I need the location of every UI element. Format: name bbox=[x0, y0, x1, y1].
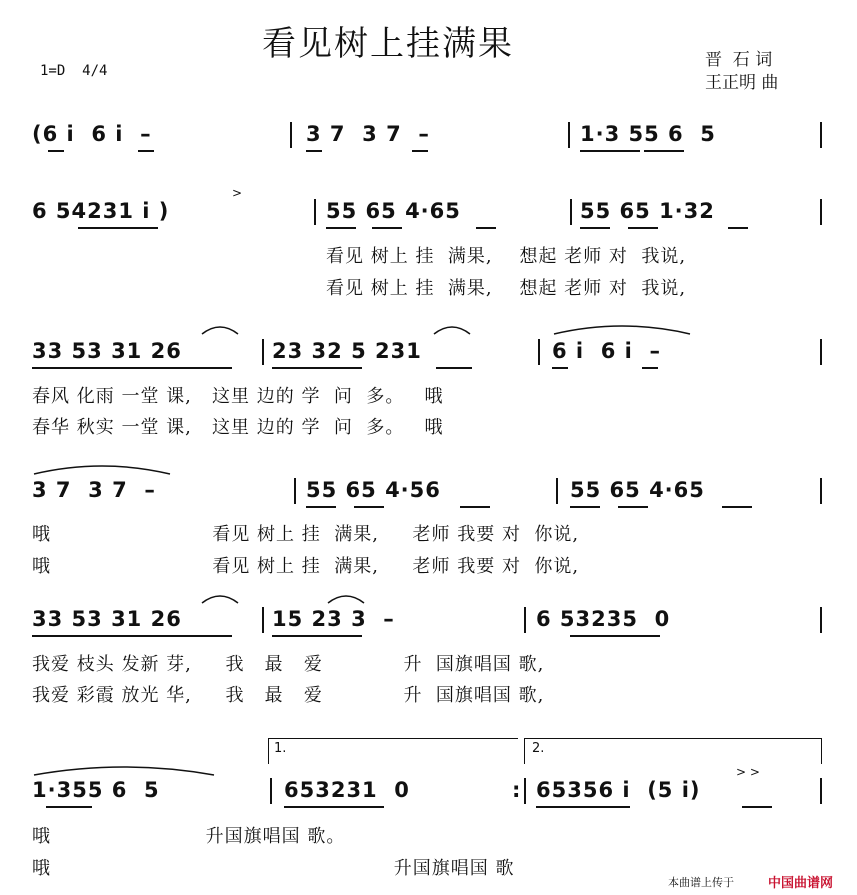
lyric-verse-1: 我爱 枝头 发新 芽, 我 最 爱 升 国旗唱国 歌, bbox=[32, 654, 545, 675]
key-signature: 1=D 4/4 bbox=[40, 63, 108, 79]
measure: 15 23 3 – bbox=[272, 607, 395, 631]
lyric-verse-2: 哦 看见 树上 挂 满果, 老师 我要 对 你说, bbox=[32, 556, 580, 577]
underline bbox=[138, 150, 154, 152]
underline bbox=[32, 367, 232, 369]
barline bbox=[270, 778, 272, 804]
lyric-verse-2: 我爱 彩霞 放光 华, 我 最 爱 升 国旗唱国 歌, bbox=[32, 685, 545, 706]
lyric-verse-2: 看见 树上 挂 满果, 想起 老师 对 我说, bbox=[326, 278, 687, 299]
slur bbox=[326, 591, 366, 605]
barline bbox=[820, 478, 822, 504]
lyric-verse-2: 哦 升国旗唱国 歌 bbox=[32, 858, 515, 879]
underline bbox=[412, 150, 428, 152]
underline bbox=[46, 806, 92, 808]
underline bbox=[272, 635, 362, 637]
site-logo[interactable]: 中国曲谱网 bbox=[768, 876, 834, 891]
underline bbox=[476, 227, 496, 229]
repeat-sign: : bbox=[512, 778, 522, 802]
volta-second-label: 2. bbox=[532, 741, 545, 756]
underline bbox=[580, 227, 610, 229]
barline bbox=[262, 339, 264, 365]
underline bbox=[436, 367, 472, 369]
measure: 23 32 5 231 bbox=[272, 339, 422, 363]
barline bbox=[556, 478, 558, 504]
measure: 6 54231 i ) bbox=[32, 199, 170, 223]
upload-note: 本曲谱上传于 bbox=[668, 876, 734, 889]
lyric-verse-1: 哦 看见 树上 挂 满果, 老师 我要 对 你说, bbox=[32, 524, 580, 545]
measure: 653231 0 bbox=[284, 778, 410, 802]
barline bbox=[568, 122, 570, 148]
underline bbox=[642, 367, 658, 369]
underline bbox=[326, 227, 356, 229]
underline bbox=[306, 506, 336, 508]
measure: 55 65 1·32 bbox=[580, 199, 715, 223]
barline bbox=[294, 478, 296, 504]
accent-mark: > bbox=[232, 186, 243, 200]
underline bbox=[628, 227, 658, 229]
underline bbox=[644, 150, 684, 152]
underline bbox=[722, 506, 752, 508]
measure: 65356 i (5 i) bbox=[536, 778, 701, 802]
measure: 3 7 3 7 – bbox=[306, 122, 430, 146]
measure: 1·355 6 5 bbox=[32, 778, 160, 802]
barline bbox=[820, 122, 822, 148]
barline bbox=[524, 607, 526, 633]
measure: 6 53235 0 bbox=[536, 607, 671, 631]
underline bbox=[272, 367, 362, 369]
composer-credit: 王正明 曲 bbox=[705, 73, 779, 93]
underline bbox=[460, 506, 490, 508]
barline bbox=[290, 122, 292, 148]
underline bbox=[570, 635, 660, 637]
measure: 3 7 3 7 – bbox=[32, 478, 156, 502]
barline bbox=[524, 778, 526, 804]
underline bbox=[354, 506, 384, 508]
underline bbox=[618, 506, 648, 508]
measure: 55 65 4·65 bbox=[326, 199, 461, 223]
barline bbox=[820, 607, 822, 633]
slur bbox=[200, 322, 240, 336]
tie bbox=[552, 322, 692, 336]
lyric-verse-2: 春华 秋实 一堂 课, 这里 边的 学 问 多。 哦 bbox=[32, 417, 444, 438]
tie bbox=[32, 763, 216, 777]
lyricist-credit: 晋 石 词 bbox=[705, 50, 773, 70]
barline bbox=[314, 199, 316, 225]
underline bbox=[552, 367, 568, 369]
underline bbox=[306, 150, 322, 152]
lyric-verse-1: 春风 化雨 一堂 课, 这里 边的 学 问 多。 哦 bbox=[32, 386, 444, 407]
measure: 33 53 31 26 bbox=[32, 339, 182, 363]
volta-first-label: 1. bbox=[274, 741, 287, 756]
measure: 55 65 4·65 bbox=[570, 478, 705, 502]
barline bbox=[262, 607, 264, 633]
underline bbox=[284, 806, 384, 808]
lyric-verse-1: 看见 树上 挂 满果, 想起 老师 对 我说, bbox=[326, 246, 687, 267]
underline bbox=[78, 227, 158, 229]
underline bbox=[742, 806, 772, 808]
lyric-verse-1: 哦 升国旗唱国 歌。 bbox=[32, 826, 346, 847]
barline bbox=[570, 199, 572, 225]
barline bbox=[820, 339, 822, 365]
slur bbox=[200, 591, 240, 605]
underline bbox=[372, 227, 402, 229]
slur bbox=[432, 322, 472, 336]
underline bbox=[48, 150, 64, 152]
barline bbox=[538, 339, 540, 365]
measure: 1·3 55 6 5 bbox=[580, 122, 716, 146]
underline bbox=[536, 806, 630, 808]
underline bbox=[580, 150, 640, 152]
measure: 6 i 6 i – bbox=[552, 339, 661, 363]
measure: 33 53 31 26 bbox=[32, 607, 182, 631]
barline bbox=[820, 199, 822, 225]
tie bbox=[32, 462, 172, 476]
measure: (6 i 6 i – bbox=[32, 122, 152, 146]
underline bbox=[32, 635, 232, 637]
measure: 55 65 4·56 bbox=[306, 478, 441, 502]
underline bbox=[570, 506, 600, 508]
accent-mark: > > bbox=[736, 765, 760, 779]
song-title: 看见树上挂满果 bbox=[262, 24, 514, 64]
underline bbox=[728, 227, 748, 229]
final-barline bbox=[820, 778, 822, 804]
